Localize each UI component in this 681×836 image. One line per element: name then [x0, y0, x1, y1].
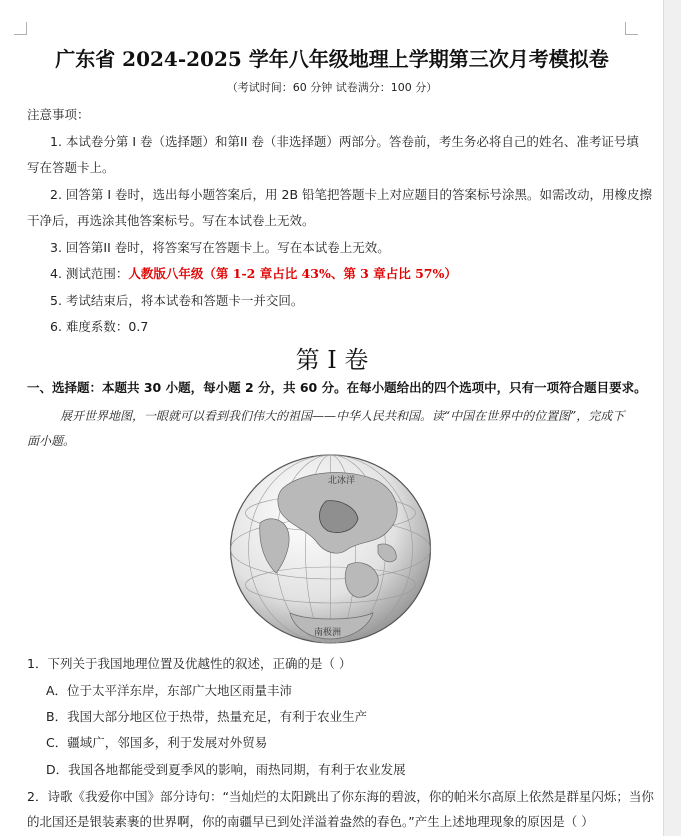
- globe-map-image: [228, 453, 433, 645]
- question-1-option-d: D．我国各地都能受到夏季风的影响，雨热同期，有利于农业发展: [46, 762, 406, 777]
- notice-4-prefix: 4. 测试范围：: [50, 266, 129, 281]
- vertical-scrollbar[interactable]: [663, 0, 681, 836]
- notice-2a: 2. 回答第 I 卷时，选出每小题答案后，用 2B 铅笔把答题卡上对应题目的答案标号涂黑。如需改动，用橡皮擦: [50, 187, 653, 202]
- question-2-stem-line-1: 2．诗歌《我爱你中国》部分诗句：“当灿烂的太阳跳出了你东海的碧波，你的帕米尔高原上依然是群星闪烁；当你: [27, 789, 654, 804]
- question-1-option-c: C．疆域广，邻国多，利于发展对外贸易: [46, 735, 268, 750]
- question-1-option-a: A．位于太平洋东岸，东部广大地区雨量丰沛: [46, 683, 293, 698]
- notice-5: 5. 考试结束后，将本试卷和答题卡一并交回。: [50, 293, 304, 308]
- question-2-stem-line-2: 的北国还是银装素裹的世界啊，你的南疆早已到处洋溢着盎然的春色。”产生上述地理现象的原因是（ ）: [27, 814, 594, 829]
- question-1-option-b: B．我国大部分地区位于热带，热量充足，有利于农业生产: [46, 709, 368, 724]
- notice-1a: 1. 本试卷分第 I 卷（选择题）和第II 卷（非选择题）两部分。答卷前，考生务必将自己的姓名、准考证号填: [50, 134, 639, 149]
- question-1-stem: 1．下列关于我国地理位置及优越性的叙述，正确的是（ ）: [27, 656, 352, 671]
- notice-4: [50, 264, 457, 282]
- notice-1b: 写在答题卡上。: [27, 160, 115, 175]
- notice-6: 6. 难度系数：0.7: [50, 319, 149, 334]
- document-title: 广东省 2024-2025 学年八年级地理上学期第三次月考模拟卷: [55, 47, 609, 71]
- margin-corner-top-right: [625, 22, 638, 35]
- notice-3: 3. 回答第II 卷时，将答案写在答题卡上。写在本试卷上无效。: [50, 240, 390, 255]
- globe-ocean-label: 北冰洋: [328, 476, 356, 486]
- notice-2b: 干净后，再选涂其他答案标号。写在本试卷上无效。: [27, 213, 315, 228]
- globe-bottom-label: 南极洲: [314, 628, 342, 638]
- exam-info: （考试时间：60 分钟 试卷满分：100 分）: [226, 81, 438, 94]
- notice-heading: 注意事项：: [27, 107, 90, 122]
- passage-line-2: 面小题。: [27, 434, 76, 448]
- part1-instructions: 一、选择题：本题共 30 小题，每小题 2 分，共 60 分。在每小题给出的四个选项中，只有一项符合题目要求。: [27, 380, 647, 395]
- margin-corner-top-left: [14, 22, 27, 35]
- test-scope-highlight: 人教版八年级（第 1-2 章占比 43%、第 3 章占比 57%）: [128, 266, 457, 281]
- passage-line-1: 展开世界地图，一眼就可以看到我们伟大的祖国——中华人民共和国。读“中国在世界中的位置图”，完成下: [60, 409, 625, 423]
- section-title: 第 I 卷: [295, 346, 369, 374]
